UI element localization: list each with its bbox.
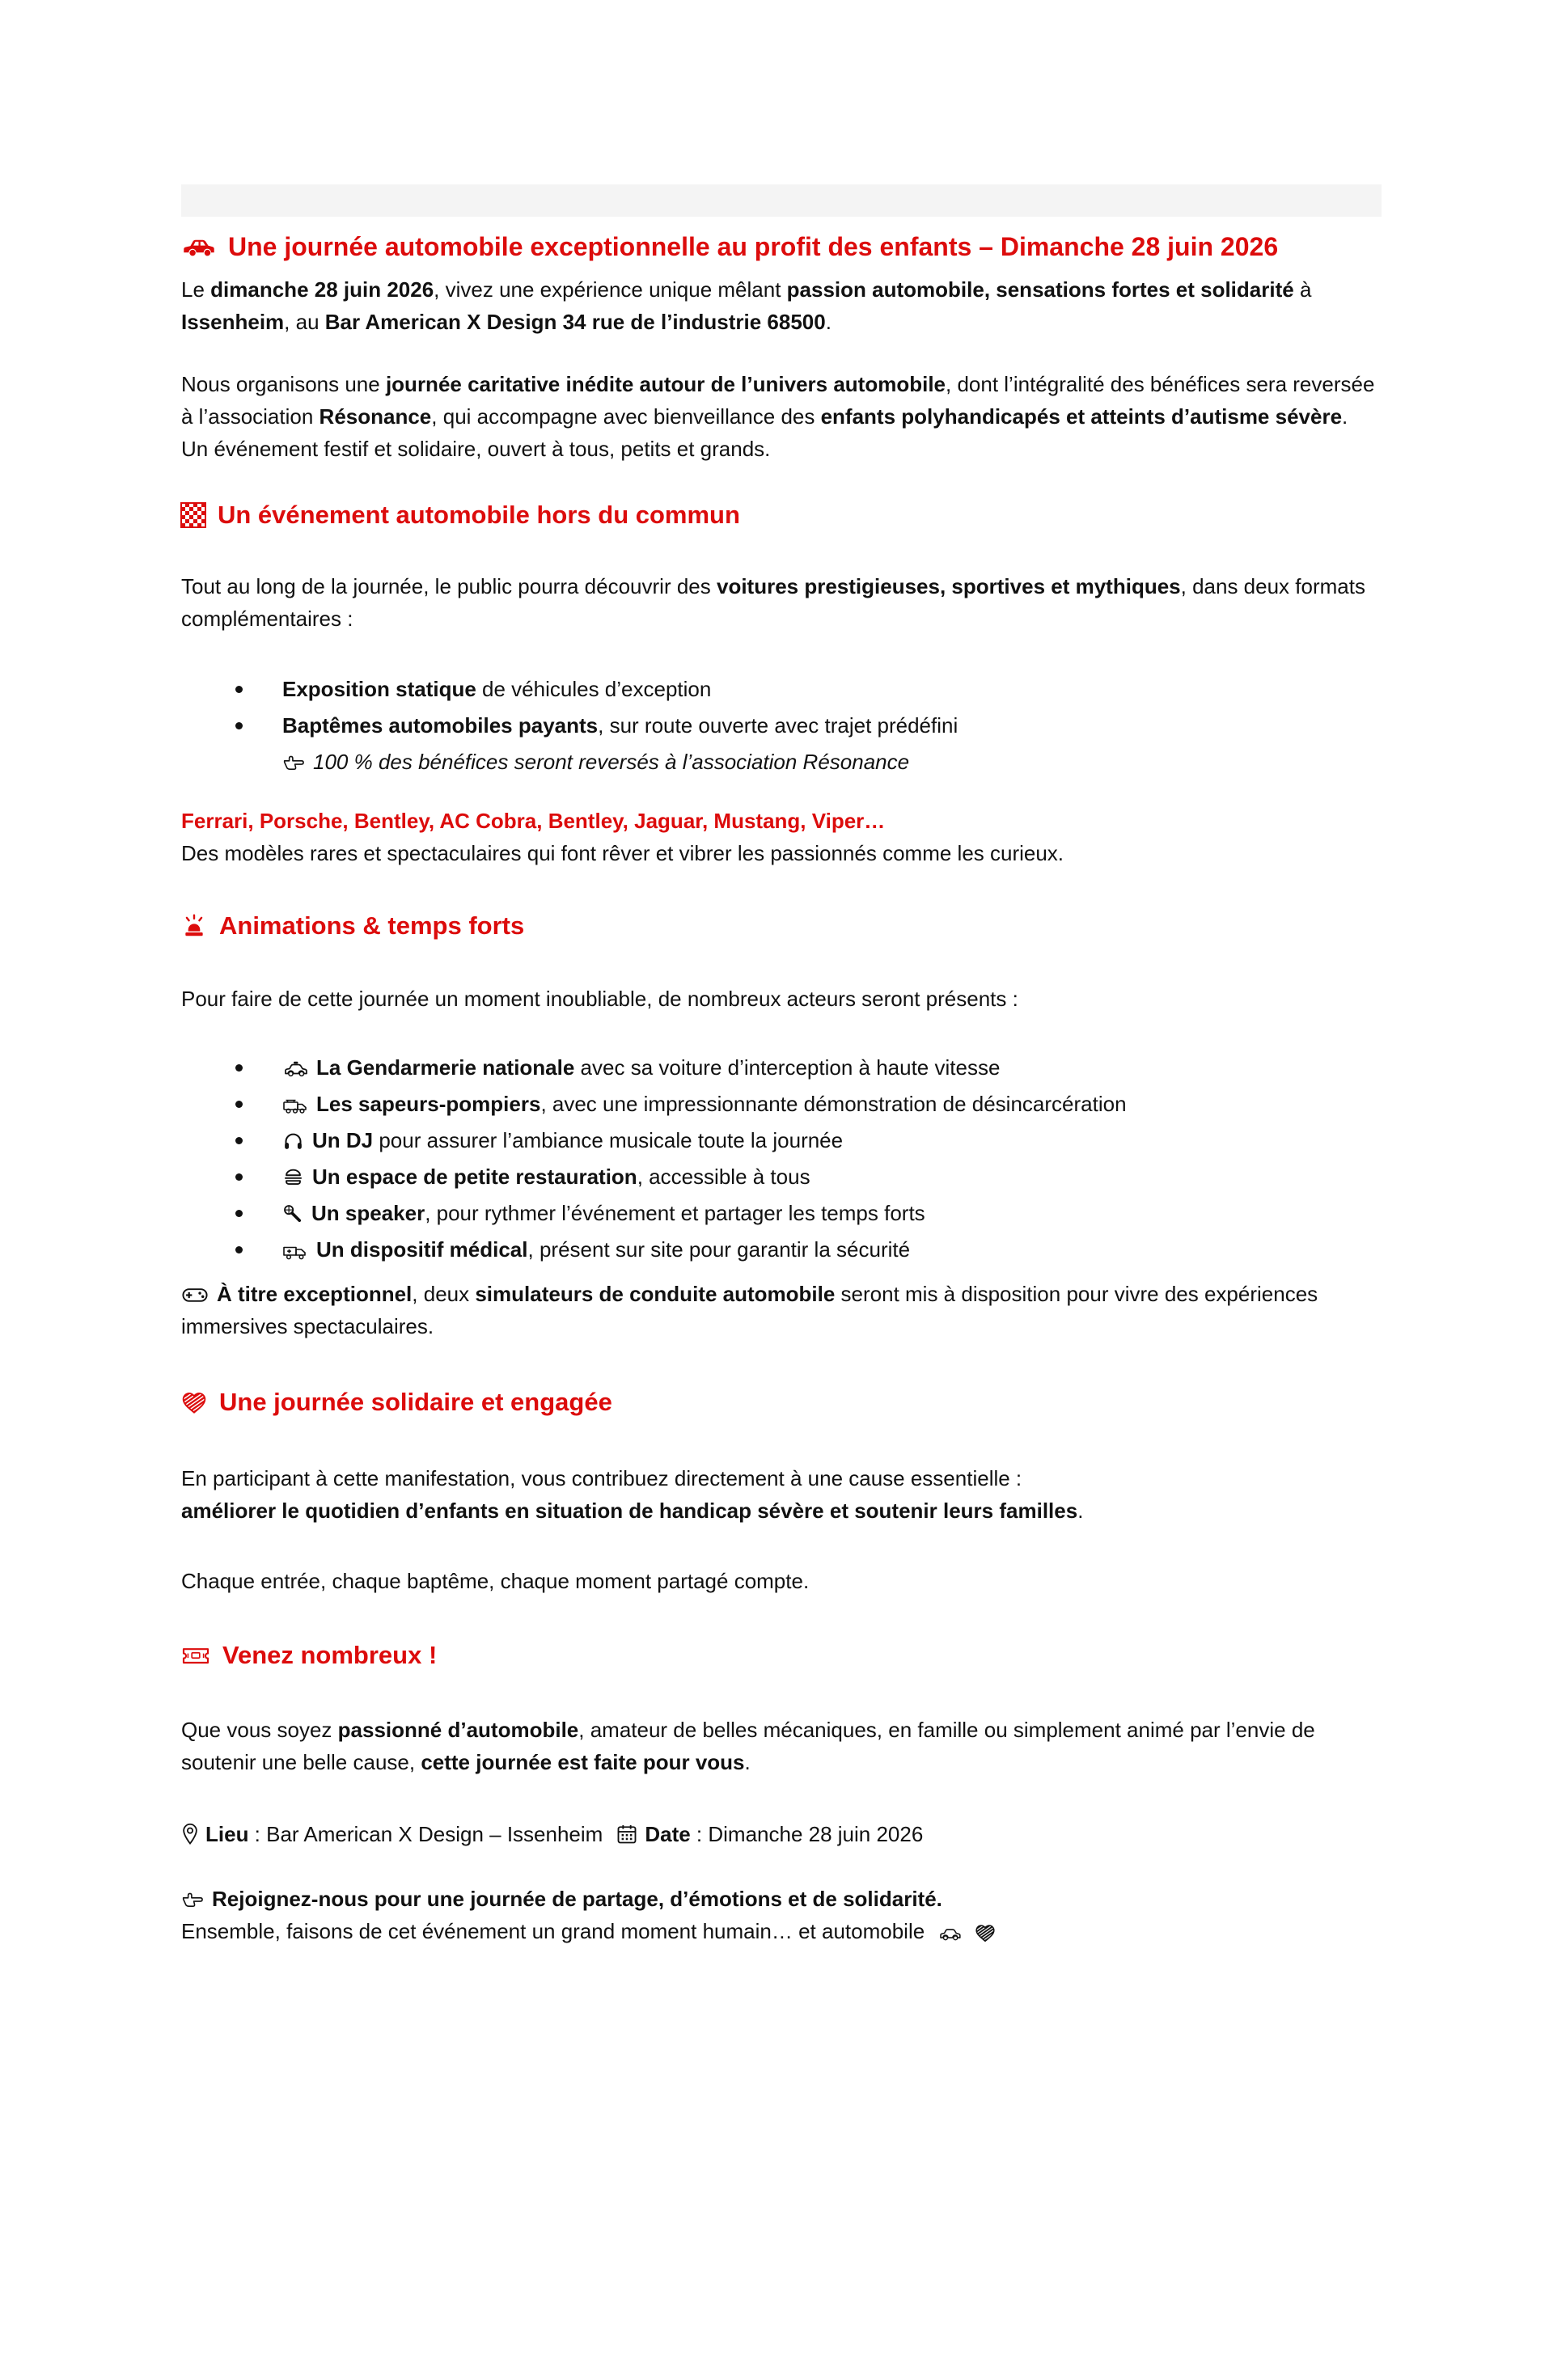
list-item (181, 671, 1382, 708)
text: Chaque entrée, chaque baptême, chaque moment partagé compte. (181, 1569, 810, 1593)
text-bold: À titre exceptionnel (217, 1282, 413, 1306)
text: , qui accompagne avec bienveillance des (431, 404, 821, 429)
venue-bold: Bar American X Design 34 rue de l’industrie 68500 (324, 310, 826, 334)
association-bold: Résonance (319, 404, 432, 429)
cause-paragraph (181, 1462, 1382, 1527)
item-bold: Exposition statique (282, 677, 476, 701)
highlight-band (181, 184, 1382, 217)
actor-name: Un speaker (311, 1201, 425, 1225)
text: Un événement festif et solidaire, ouvert à tous, petits et grands. (181, 437, 771, 461)
text: seront mis à disposition pour vivre des expériences immersives spectaculaires. (181, 1282, 1318, 1338)
checkered-flag-icon (181, 503, 205, 527)
point-right-icon (181, 1891, 204, 1910)
list-item (181, 1232, 1382, 1268)
cause-bold-line (181, 1494, 1382, 1527)
car-icon (181, 234, 217, 259)
list-item (181, 1159, 1382, 1195)
actor-desc: , pour rythmer l’événement et partager les temps forts (425, 1201, 925, 1225)
infos-line (181, 1818, 1382, 1850)
list-item (181, 1050, 1382, 1086)
text: , dans deux formats complémentaires : (181, 574, 1365, 631)
intro-paragraph (181, 273, 1382, 338)
lieu-value: Bar American X Design – Issenheim (266, 1822, 603, 1846)
text: Pour faire de cette journée un moment inoubliable, de nombreux acteurs seront présents : (181, 987, 1018, 1011)
text: Le (181, 277, 211, 302)
discover-paragraph (181, 570, 1382, 635)
ambulance-icon (282, 1241, 308, 1261)
document-page (0, 184, 1553, 1947)
heading-text: Un événement automobile hors du commun (218, 501, 740, 529)
date-value: Dimanche 28 juin 2026 (708, 1822, 924, 1846)
text-bold: passionné d’automobile (337, 1718, 579, 1742)
text: Tout au long de la journée, le public pourra découvrir des (181, 574, 717, 598)
text: , au (284, 310, 325, 334)
closing-paragraph (181, 1883, 1382, 1947)
heading-text: Une journée solidaire et engagée (219, 1388, 612, 1416)
note-text: 100 % des bénéfices seront reversés à l’association Résonance (313, 750, 910, 774)
closing-bold: Rejoignez-nous pour une journée de partage, d’émotions et de solidarité. (212, 1887, 942, 1911)
section-heading-animations (181, 908, 1382, 944)
formats-list (181, 671, 1382, 780)
actor-name: Un DJ (312, 1128, 374, 1152)
text: Nous organisons une (181, 372, 386, 396)
list-item (181, 1122, 1382, 1159)
text: Ensemble, faisons de cet événement un grand moment humain… et automobile (181, 1919, 925, 1943)
actor-name: Les sapeurs-pompiers (316, 1092, 541, 1116)
item-text: de véhicules d’exception (476, 677, 712, 701)
text: En participant à cette manifestation, vous contribuez directement à une cause essentielle : (181, 1466, 1022, 1490)
text: , amateur de belles mécaniques, en famille ou simplement animé par l’envie de soutenir une belle cause, (181, 1718, 1315, 1774)
location-pin-icon (181, 1822, 199, 1845)
text-bold: cette journée est faite pour vous (421, 1750, 745, 1774)
simulators-paragraph (181, 1278, 1382, 1342)
text: . (1077, 1499, 1084, 1523)
section-heading-venez (181, 1638, 1382, 1673)
actors-list (181, 1050, 1382, 1268)
brands-red-bold: Ferrari, Porsche, Bentley, AC Cobra, Bentley, Jaguar, Mustang, Viper… (181, 809, 886, 833)
actors-intro-paragraph (181, 983, 1382, 1015)
text: . (744, 1750, 751, 1774)
actor-desc: , présent sur site pour garantir la sécurité (527, 1237, 911, 1262)
closing-line2 (181, 1915, 1382, 1947)
text: : (248, 1822, 267, 1846)
item-bold: Baptêmes automobiles payants (282, 713, 599, 738)
brands-paragraph (181, 805, 1382, 869)
text-bold: passion automobile, sensations fortes et solidarité (786, 277, 1294, 302)
text: , deux (412, 1282, 476, 1306)
actor-name: Un dispositif médical (316, 1237, 528, 1262)
police-car-icon (282, 1059, 308, 1079)
list-item (181, 708, 1382, 744)
siren-icon (181, 913, 207, 939)
heading-text: Animations & temps forts (219, 911, 525, 940)
actor-desc: , accessible à tous (637, 1165, 810, 1189)
actor-desc: pour assurer l’ambiance musicale toute la journée (373, 1128, 844, 1152)
microphone-icon (282, 1203, 303, 1224)
text: Que vous soyez (181, 1718, 338, 1742)
game-controller-icon (181, 1285, 209, 1305)
calendar-icon (616, 1823, 638, 1845)
actor-name: La Gendarmerie nationale (316, 1055, 575, 1080)
text: , dont l’intégralité des bénéfices sera reversée à l’association (181, 372, 1375, 429)
section-heading-event (181, 497, 1382, 533)
text: Des modèles rares et spectaculaires qui font rêver et vibrer les passionnés comme les curieux. (181, 841, 1064, 865)
headphones-icon (282, 1130, 304, 1152)
text-bold: simulateurs de conduite automobile (475, 1282, 836, 1306)
list-item (181, 1195, 1382, 1232)
section-heading-solidaire (181, 1384, 1382, 1420)
text: , vivez une expérience unique mêlant (434, 277, 787, 302)
city-bold: Issenheim (181, 310, 285, 334)
car-icon (937, 1925, 962, 1942)
text: . (1342, 404, 1348, 429)
actor-desc: avec sa voiture d’interception à haute vitesse (574, 1055, 1001, 1080)
ticket-icon (181, 1644, 210, 1667)
text-bold: journée caritative inédite autour de l’univers automobile (385, 372, 946, 396)
burger-icon (282, 1166, 304, 1188)
text-bold: enfants polyhandicapés et atteints d’autisme sévère (820, 404, 1343, 429)
count-paragraph (181, 1565, 1382, 1597)
text-bold: améliorer le quotidien d’enfants en situation de handicap sévère et soutenir leurs familles (181, 1499, 1078, 1523)
audience-paragraph (181, 1714, 1382, 1778)
list-item (181, 1086, 1382, 1122)
date-bold: dimanche 28 juin 2026 (210, 277, 434, 302)
actor-desc: , avec une impressionnante démonstration de désincarcération (540, 1092, 1127, 1116)
text-bold: voitures prestigieuses, sportives et mythiques (716, 574, 1181, 598)
lieu-label: Lieu (205, 1822, 249, 1846)
text: . (825, 310, 832, 334)
organisation-paragraph (181, 368, 1382, 465)
page-title (181, 226, 1382, 267)
list-subnote (181, 744, 1382, 780)
text: : (690, 1822, 709, 1846)
fire-truck-icon (282, 1096, 308, 1115)
point-right-icon (282, 754, 305, 773)
striped-heart-icon (181, 1390, 207, 1414)
item-text: , sur route ouverte avec trajet prédéfini (598, 713, 958, 738)
actor-name: Un espace de petite restauration (312, 1165, 637, 1189)
striped-heart-icon (975, 1923, 996, 1942)
text: à (1293, 277, 1312, 302)
heading-text: Venez nombreux ! (222, 1641, 438, 1669)
title-text: Une journée automobile exceptionnelle au profit des enfants – Dimanche 28 juin 2026 (228, 232, 1279, 261)
date-label: Date (645, 1822, 691, 1846)
